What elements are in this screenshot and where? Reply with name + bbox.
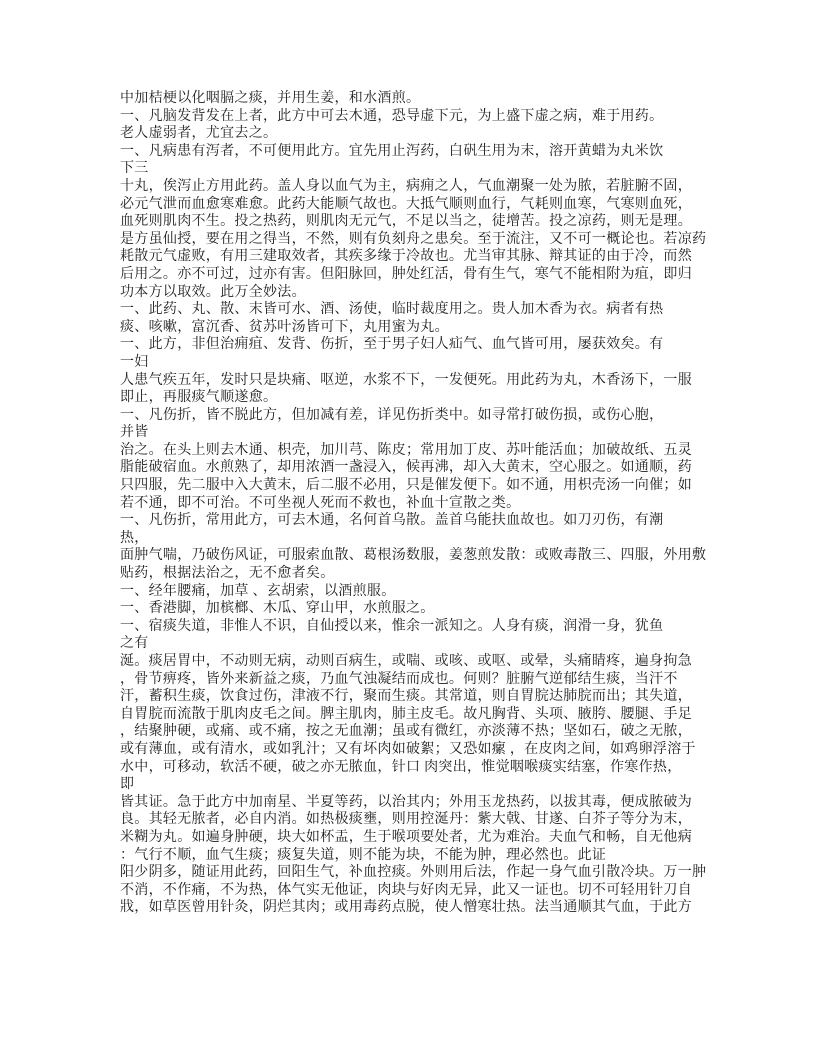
- text-line: 人患气疾五年，发时只是块痛、呕逆，水浆不下，一发便死。用此药为丸，木香汤下，一服: [120, 372, 692, 388]
- document-body: [120, 90, 710, 917]
- text-line: 即止，再服痰气顺遂愈。: [120, 390, 278, 406]
- text-line: 耗散元气虚败，有用三建取效者，其疾多缘于冷故也。尤当审其脉、辩其证的由于冷，而然: [120, 249, 692, 265]
- text-line: 汗，蓄积生痰，饮食过伤，津液不行，聚而生痰。其常道，则自胃脘达肺脘而出；其失道，: [120, 689, 692, 705]
- text-line: 不消，不作痛，不为热，体气实无他证，肉块与好肉无异，此又一证也。切不可轻用针刀自: [120, 882, 692, 898]
- text-line: 必元气泄而血愈寒难愈。此药大能顺气故也。大抵气顺则血行，气耗则血寒，气寒则血死，: [120, 196, 692, 212]
- text-line: 戕，如草医曾用针灸，阴烂其肉；或用毒药点脱，使人憎寒壮热。法当通顺其气血，于此方: [120, 900, 692, 916]
- text-line: 自胃脘而流散于肌肉皮毛之间。脾主肌肉，肺主皮毛。故凡胸背、头项、腋胯、腰腿、手足: [120, 706, 692, 722]
- text-line: 之有: [120, 636, 149, 652]
- text-line: 一、经年腰痛，加草 、玄胡索，以酒煎服。: [120, 583, 396, 599]
- text-line: 一、香港脚，加槟榔、木瓜、穿山甲，水煎服之。: [120, 601, 435, 617]
- text-line: 老人虚弱者，尤宜去之。: [120, 126, 278, 142]
- text-line: 面肿气喘，乃破伤风证，可服索血散、葛根汤数服，姜葱煎发散：或败毒散三、四服，外用敷: [120, 548, 707, 564]
- text-line: ，结聚肿硬，或痛、或不痛，按之无血潮；虽或有微红，亦淡薄不热；坚如石，破之无脓，: [120, 724, 692, 740]
- text-line: 治之。在头上则去木通、枳壳，加川芎、陈皮；常用加丁皮、苏叶能活血；加破故纸、五灵: [120, 442, 692, 458]
- text-line: 并皆: [120, 425, 149, 441]
- text-line: 后用之。亦不可过，过亦有害。但阳脉回，肿处红活，骨有生气，寒气不能相附为疽，即归: [120, 266, 692, 282]
- text-line: ，骨节痹疼，皆外来新益之痰，乃血气浊凝结而成也。何则？脏腑气逆郁结生痰，当汗不: [120, 671, 678, 687]
- text-line: 若不通，即不可治。不可坐视人死而不救也，补血十宣散之类。: [120, 495, 521, 511]
- text-line: 一、此药、丸、散、末皆可水、酒、汤使，临时裁度用之。贵人加木香为衣。病者有热: [120, 302, 664, 318]
- text-line: 一、凡脑发背发在上者，此方中可去木通，恐导虚下元，为上盛下虚之病，难于用药。: [120, 108, 664, 124]
- text-line: ：气行不顺，血气生痰；痰复失道，则不能为块，不能为肿，理必然也。此证: [120, 847, 607, 863]
- text-line: 功本方以取效。此万全妙法。: [120, 284, 306, 300]
- text-line: 十丸，俟泻止方用此药。盖人身以血气为主，病痈之人，气血潮聚一处为脓，若脏腑不固，: [120, 178, 692, 194]
- text-line: 即: [120, 777, 135, 793]
- text-line: 是方虽仙授，要在用之得当，不然，则有负刻舟之患矣。至于流注，又不可一概论也。若凉药: [120, 231, 707, 247]
- text-line: 或有薄血，或有清水，或如乳汁；又有坏肉如破絮；又恐如瘰 ，在皮肉之间，如鸡卵浮溶于: [120, 741, 696, 757]
- text-line: 涎。痰居胃中，不动则无病，动则百病生，或喘、或咳、或呕、或晕，头痛睛疼，遍身拘急: [120, 654, 692, 669]
- text-line: 一、此方，非但治痈疽、发背、伤折，至于男子妇人疝气、血气皆可用，屡获效矣。有: [120, 337, 664, 353]
- text-line: 脂能破宿血。水煎熟了，却用浓酒一盏浸入，候再沸，却入大黄末，空心服之。如通顺，药: [120, 460, 692, 476]
- text-line: 一、凡伤折，皆不脱此方，但加减有差，详见伤折类中。如寻常打破伤损，或伤心胞，: [120, 407, 664, 423]
- text-line: 中加桔梗以化咽膈之痰，并用生姜，和水酒煎。: [120, 91, 421, 106]
- text-line: 下三: [120, 161, 149, 177]
- text-line: 血死则肌肉不生。投之热药，则肌肉无元气，不足以当之，徒增苦。投之凉药，则无是理。: [120, 214, 692, 230]
- text-line: 只四服，先二服中入大黄末，后二服不必用，只是催发便下。如不通，用枳壳汤一向催；如: [120, 478, 692, 494]
- text-line: 一妇: [120, 354, 149, 370]
- text-line: 阳少阴多，随证用此药，回阳生气，补血控痰。外则用后法，作起一身气血引散冷块。万一肿: [120, 865, 707, 881]
- text-line: 一、宿痰失道，非惟人不识，自仙授以来，惟余一派知之。人身有痰，润滑一身，犹鱼: [120, 618, 664, 634]
- text-line: 皆其证。急于此方中加南星、半夏等药，以治其内；外用玉龙热药，以拔其毒，便成脓破为: [120, 794, 692, 810]
- text-line: 水中，可移动，软活不硬，破之亦无脓血，针口 肉突出，惟觉咽喉痰实结塞，作寒作热，: [120, 759, 682, 775]
- text-line: 热，: [120, 530, 149, 546]
- text-line: 米糊为丸。如遍身肿硬，块大如杯盂，生于喉项要处者，尤为难治。夫血气和畅，自无他病: [120, 829, 692, 845]
- text-line: 痰、咳嗽，富沉香、贫苏叶汤皆可下，丸用蜜为丸。: [120, 319, 449, 335]
- text-line: 良。其轻无脓者，必自内消。如热极痰壅，则用控涎丹：紫大戟、甘遂、白芥子等分为末，: [120, 812, 692, 828]
- text-line: 一、凡伤折，常用此方，可去木通，名何首乌散。盖首乌能扶血故也。如刀刃伤，有潮: [120, 513, 664, 529]
- text-line: 一、凡病患有泻者，不可便用此方。宜先用止泻药，白矾生用为末，溶开黄蜡为丸米饮: [120, 143, 664, 159]
- text-line: 贴药，根据法治之，无不愈者矣。: [120, 566, 335, 582]
